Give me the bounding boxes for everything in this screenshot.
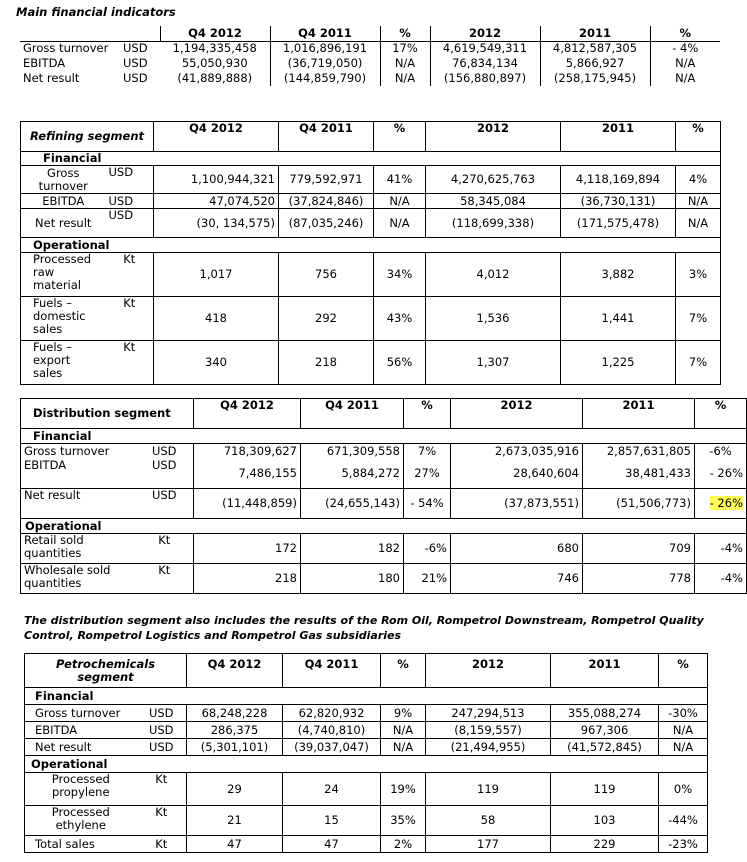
value-cell: 4% bbox=[676, 166, 721, 194]
value-cell: 29 bbox=[187, 773, 283, 806]
header-cell: % bbox=[374, 122, 426, 152]
value-cell: 778 bbox=[583, 564, 695, 594]
highlighted-value-cell bbox=[695, 489, 747, 519]
value-cell: (21,494,955) bbox=[426, 739, 551, 756]
table-row bbox=[21, 209, 721, 238]
row-label: Processed propylene bbox=[25, 773, 137, 806]
value-cell: 7,486,155 bbox=[194, 459, 301, 489]
value-cell: N/A bbox=[374, 209, 426, 238]
header-cell: Q4 2012 bbox=[187, 654, 283, 688]
value-cell: (8,159,557) bbox=[426, 722, 551, 739]
row-label: Gross turnover bbox=[25, 705, 137, 722]
table-row bbox=[21, 297, 721, 341]
value-cell: N/A bbox=[380, 56, 430, 71]
unit-cell: USD bbox=[106, 166, 154, 194]
section-row bbox=[21, 152, 721, 166]
unit-cell: USD bbox=[123, 41, 148, 56]
unit-cell: USD bbox=[136, 444, 194, 459]
main-indicators-table bbox=[20, 26, 720, 86]
value-cell: 2,673,035,916 bbox=[451, 444, 583, 459]
value-cell: 7% bbox=[676, 297, 721, 341]
value-cell: N/A bbox=[659, 722, 708, 739]
table-row bbox=[21, 489, 747, 519]
value-cell: -4% bbox=[695, 534, 747, 564]
section-row bbox=[21, 519, 747, 534]
value-cell: 1,536 bbox=[426, 297, 561, 341]
value-cell: 779,592,971 bbox=[279, 166, 374, 194]
row-label: Retail sold quantities bbox=[21, 534, 136, 564]
section-row bbox=[25, 756, 708, 773]
value-cell: 1,016,896,191 bbox=[270, 41, 380, 56]
refining-segment-table bbox=[20, 121, 721, 385]
table-row bbox=[20, 71, 720, 86]
row-label: Wholesale sold quantities bbox=[24, 563, 111, 590]
header-cell: % bbox=[695, 399, 747, 429]
value-cell: 1,225 bbox=[561, 341, 676, 385]
value-cell: 35% bbox=[381, 806, 426, 836]
value-cell: 1,441 bbox=[561, 297, 676, 341]
unit-cell: USD bbox=[123, 71, 148, 85]
main-indicators-title: Main financial indicators bbox=[16, 5, 176, 19]
value-cell: (39,037,047) bbox=[283, 739, 381, 756]
value-cell: 218 bbox=[194, 564, 301, 594]
value-cell: (41,889,888) bbox=[177, 71, 253, 85]
table-row bbox=[25, 722, 708, 739]
section-label: Operational bbox=[21, 238, 721, 253]
header-cell: % bbox=[676, 122, 721, 152]
section-row bbox=[25, 688, 708, 705]
table-header-row bbox=[21, 399, 747, 429]
row-label: Processed ethylene bbox=[25, 806, 137, 836]
unit-cell: Kt bbox=[136, 564, 194, 594]
value-cell: 4,812,587,305 bbox=[540, 41, 650, 56]
value-cell: (30, 134,575) bbox=[154, 209, 279, 238]
header-cell: 2011 bbox=[551, 654, 659, 688]
value-cell: (36,719,050) bbox=[270, 56, 380, 71]
value-cell: 34% bbox=[374, 253, 426, 297]
unit-cell: USD bbox=[136, 459, 194, 489]
value-cell: (258,175,945) bbox=[540, 71, 650, 86]
value-cell: 76,834,134 bbox=[430, 56, 540, 71]
value-cell: 17% bbox=[380, 41, 430, 56]
header-cell: 2012 bbox=[451, 399, 583, 429]
value-cell: (37,824,846) bbox=[279, 194, 374, 209]
value-cell: 1,307 bbox=[426, 341, 561, 385]
value-cell: 24 bbox=[283, 773, 381, 806]
row-label: EBITDA bbox=[23, 56, 66, 70]
row-label: Fuels – domestic sales bbox=[21, 297, 106, 341]
section-label: Financial bbox=[25, 688, 708, 705]
value-cell: 3,882 bbox=[561, 253, 676, 297]
header-cell: Q4 2011 bbox=[279, 122, 374, 152]
section-row bbox=[21, 429, 747, 444]
table-row bbox=[21, 564, 747, 594]
value-cell: 180 bbox=[301, 564, 404, 594]
table-row bbox=[21, 253, 721, 297]
value-cell: 746 bbox=[451, 564, 583, 594]
unit-cell: Kt bbox=[106, 297, 154, 341]
header-cell: Q4 2011 bbox=[301, 399, 404, 429]
table-header-row bbox=[25, 654, 708, 688]
segment-label: Refining segment bbox=[21, 122, 154, 152]
value-cell: 4,118,169,894 bbox=[561, 166, 676, 194]
value-cell: -30% bbox=[659, 705, 708, 722]
value-cell: 1,017 bbox=[154, 253, 279, 297]
value-cell: (171,575,478) bbox=[561, 209, 676, 238]
value-cell: -4% bbox=[720, 571, 743, 585]
value-cell: (156,880,897) bbox=[430, 71, 540, 86]
row-label: Gross turnover bbox=[24, 443, 110, 458]
section-label: Financial bbox=[21, 429, 747, 444]
unit-cell: USD bbox=[123, 56, 148, 70]
header-cell: 2012 bbox=[426, 654, 551, 688]
value-cell: 355,088,274 bbox=[551, 705, 659, 722]
value-cell: 47 bbox=[283, 836, 381, 853]
header-cell: % bbox=[650, 26, 720, 41]
header-cell: % bbox=[380, 26, 430, 41]
unit-cell: Kt bbox=[137, 773, 187, 806]
value-cell: 229 bbox=[551, 836, 659, 853]
value-cell: 19% bbox=[381, 773, 426, 806]
row-label: Net result bbox=[21, 489, 136, 519]
row-label: Processed raw material bbox=[21, 253, 106, 297]
value-cell: 967,306 bbox=[551, 722, 659, 739]
header-cell: Q4 2011 bbox=[283, 654, 381, 688]
header-cell: 2011 bbox=[561, 122, 676, 152]
value-cell: 247,294,513 bbox=[426, 705, 551, 722]
value-cell: (118,699,338) bbox=[426, 209, 561, 238]
value-cell: (5,301,101) bbox=[187, 739, 283, 756]
distribution-segment-table bbox=[20, 398, 747, 594]
value-cell: 718,309,627 bbox=[194, 444, 301, 459]
value-cell: -6% bbox=[709, 443, 732, 458]
value-cell: 286,375 bbox=[187, 722, 283, 739]
table-row bbox=[21, 444, 747, 459]
table-header-row bbox=[21, 122, 721, 152]
value-cell: (11,448,859) bbox=[194, 489, 301, 519]
segment-label: Distribution segment bbox=[21, 399, 194, 429]
value-cell: N/A bbox=[676, 209, 721, 238]
value-cell: 0% bbox=[659, 773, 708, 806]
value-cell: (24,655,143) bbox=[301, 489, 404, 519]
table-row bbox=[21, 341, 721, 385]
highlighted-value: - 26% bbox=[709, 496, 743, 510]
value-cell: (37,873,551) bbox=[451, 489, 583, 519]
section-row bbox=[21, 238, 721, 253]
value-cell: 103 bbox=[551, 806, 659, 836]
header-cell: % bbox=[404, 399, 451, 429]
unit-cell: USD bbox=[137, 739, 187, 756]
value-cell: 671,309,558 bbox=[301, 444, 404, 459]
unit-cell: Kt bbox=[106, 253, 154, 297]
table-row bbox=[25, 836, 708, 853]
value-cell: N/A bbox=[650, 71, 720, 86]
header-cell: 2011 bbox=[540, 26, 650, 41]
value-cell: 292 bbox=[279, 297, 374, 341]
value-cell: 182 bbox=[301, 534, 404, 564]
unit-cell: Kt bbox=[137, 806, 187, 836]
table-row bbox=[25, 705, 708, 722]
value-cell: 7% bbox=[404, 444, 451, 459]
row-label: EBITDA bbox=[21, 459, 136, 489]
header-cell: % bbox=[659, 654, 708, 688]
value-cell: N/A bbox=[374, 194, 426, 209]
table-header-row bbox=[20, 26, 720, 41]
value-cell: N/A bbox=[650, 56, 720, 71]
header-cell: Q4 2012 bbox=[160, 26, 270, 41]
value-cell: 68,248,228 bbox=[187, 705, 283, 722]
row-label: Net result bbox=[23, 71, 80, 85]
table-row bbox=[25, 806, 708, 836]
table-row bbox=[25, 773, 708, 806]
header-cell: Q4 2012 bbox=[194, 399, 301, 429]
value-cell: 172 bbox=[194, 534, 301, 564]
row-label: Gross turnover bbox=[23, 41, 109, 56]
value-cell: 56% bbox=[374, 341, 426, 385]
unit-cell: Kt bbox=[137, 836, 187, 853]
header-cell bbox=[20, 26, 120, 41]
row-label: Net result bbox=[21, 209, 106, 238]
value-cell: 21% bbox=[404, 564, 451, 594]
table-row bbox=[21, 534, 747, 564]
value-cell: 5,866,927 bbox=[540, 56, 650, 71]
header-cell: % bbox=[381, 654, 426, 688]
value-cell: 58 bbox=[426, 806, 551, 836]
table-row bbox=[20, 41, 720, 56]
value-cell: (41,572,845) bbox=[551, 739, 659, 756]
value-cell: 1,100,944,321 bbox=[154, 166, 279, 194]
value-cell: N/A bbox=[676, 194, 721, 209]
value-cell: (36,730,131) bbox=[561, 194, 676, 209]
value-cell: 2% bbox=[381, 836, 426, 853]
unit-cell: Kt bbox=[136, 534, 194, 564]
header-cell: 2011 bbox=[583, 399, 695, 429]
value-cell: 119 bbox=[551, 773, 659, 806]
value-cell: 177 bbox=[426, 836, 551, 853]
table-row bbox=[21, 194, 721, 209]
unit-cell: USD bbox=[106, 194, 154, 209]
header-cell: Q4 2012 bbox=[154, 122, 279, 152]
header-cell: 2012 bbox=[426, 122, 561, 152]
value-cell: - 54% bbox=[404, 489, 451, 519]
unit-cell: Kt bbox=[106, 341, 154, 385]
value-cell: 756 bbox=[279, 253, 374, 297]
value-cell: - 26% bbox=[695, 459, 747, 489]
value-cell: -23% bbox=[668, 836, 698, 851]
section-label: Financial bbox=[21, 152, 721, 166]
value-cell: 47 bbox=[187, 836, 283, 853]
unit-cell: USD bbox=[137, 705, 187, 722]
value-cell: N/A bbox=[380, 71, 430, 86]
row-label: EBITDA bbox=[21, 194, 106, 209]
row-label: Net result bbox=[25, 739, 137, 756]
value-cell: N/A bbox=[659, 739, 708, 756]
value-cell: (51,506,773) bbox=[583, 489, 695, 519]
value-cell: 119 bbox=[426, 773, 551, 806]
value-cell: 38,481,433 bbox=[583, 459, 695, 489]
section-label: Operational bbox=[21, 519, 747, 534]
section-label: Operational bbox=[25, 756, 708, 773]
value-cell: 418 bbox=[154, 297, 279, 341]
value-cell: 43% bbox=[374, 297, 426, 341]
value-cell: 55,050,930 bbox=[181, 56, 248, 70]
value-cell: 9% bbox=[381, 705, 426, 722]
value-cell: 4,270,625,763 bbox=[426, 166, 561, 194]
table-row bbox=[20, 56, 720, 71]
value-cell: 4,619,549,311 bbox=[430, 41, 540, 56]
value-cell: 709 bbox=[583, 534, 695, 564]
value-cell: (4,740,810) bbox=[283, 722, 381, 739]
value-cell: N/A bbox=[381, 722, 426, 739]
row-label: Gross turnover bbox=[21, 166, 106, 194]
table-row bbox=[21, 166, 721, 194]
value-cell: (144,859,790) bbox=[270, 71, 380, 86]
distribution-footnote: The distribution segment also includes the results of the Rom Oil, Rompetrol Downstream, Rompetrol Quality Control, Rompetrol Logistics and Rompetrol Gas subsidiaries bbox=[24, 614, 704, 642]
value-cell: -6% bbox=[404, 534, 451, 564]
value-cell: 58,345,084 bbox=[426, 194, 561, 209]
value-cell: 218 bbox=[279, 341, 374, 385]
value-cell: - 4% bbox=[650, 41, 720, 56]
row-label: EBITDA bbox=[25, 722, 137, 739]
value-cell: 62,820,932 bbox=[283, 705, 381, 722]
petrochemicals-segment-table bbox=[24, 653, 708, 853]
value-cell: 1,194,335,458 bbox=[172, 41, 257, 56]
unit-cell: USD bbox=[106, 209, 154, 238]
value-cell: 21 bbox=[187, 806, 283, 836]
value-cell: 3% bbox=[676, 253, 721, 297]
unit-cell: USD bbox=[137, 722, 187, 739]
value-cell: 15 bbox=[283, 806, 381, 836]
value-cell: 680 bbox=[451, 534, 583, 564]
header-cell: Q4 2011 bbox=[270, 26, 380, 41]
value-cell: 7% bbox=[688, 355, 708, 369]
segment-label: Petrochemicals segment bbox=[25, 654, 187, 688]
row-label: Fuels – export sales bbox=[33, 340, 72, 380]
header-cell: 2012 bbox=[430, 26, 540, 41]
value-cell: 27% bbox=[404, 459, 451, 489]
value-cell: -44% bbox=[659, 806, 708, 836]
header-cell bbox=[120, 26, 160, 41]
value-cell: 47,074,520 bbox=[154, 194, 279, 209]
value-cell: N/A bbox=[381, 739, 426, 756]
value-cell: 4,012 bbox=[426, 253, 561, 297]
value-cell: 340 bbox=[154, 341, 279, 385]
value-cell: 28,640,604 bbox=[451, 459, 583, 489]
table-row bbox=[25, 739, 708, 756]
value-cell: 5,884,272 bbox=[301, 459, 404, 489]
unit-cell: USD bbox=[136, 489, 194, 519]
row-label: Total sales bbox=[35, 836, 95, 851]
value-cell: 41% bbox=[374, 166, 426, 194]
value-cell: 2,857,631,805 bbox=[583, 444, 695, 459]
table-row bbox=[21, 459, 747, 489]
value-cell: (87,035,246) bbox=[279, 209, 374, 238]
